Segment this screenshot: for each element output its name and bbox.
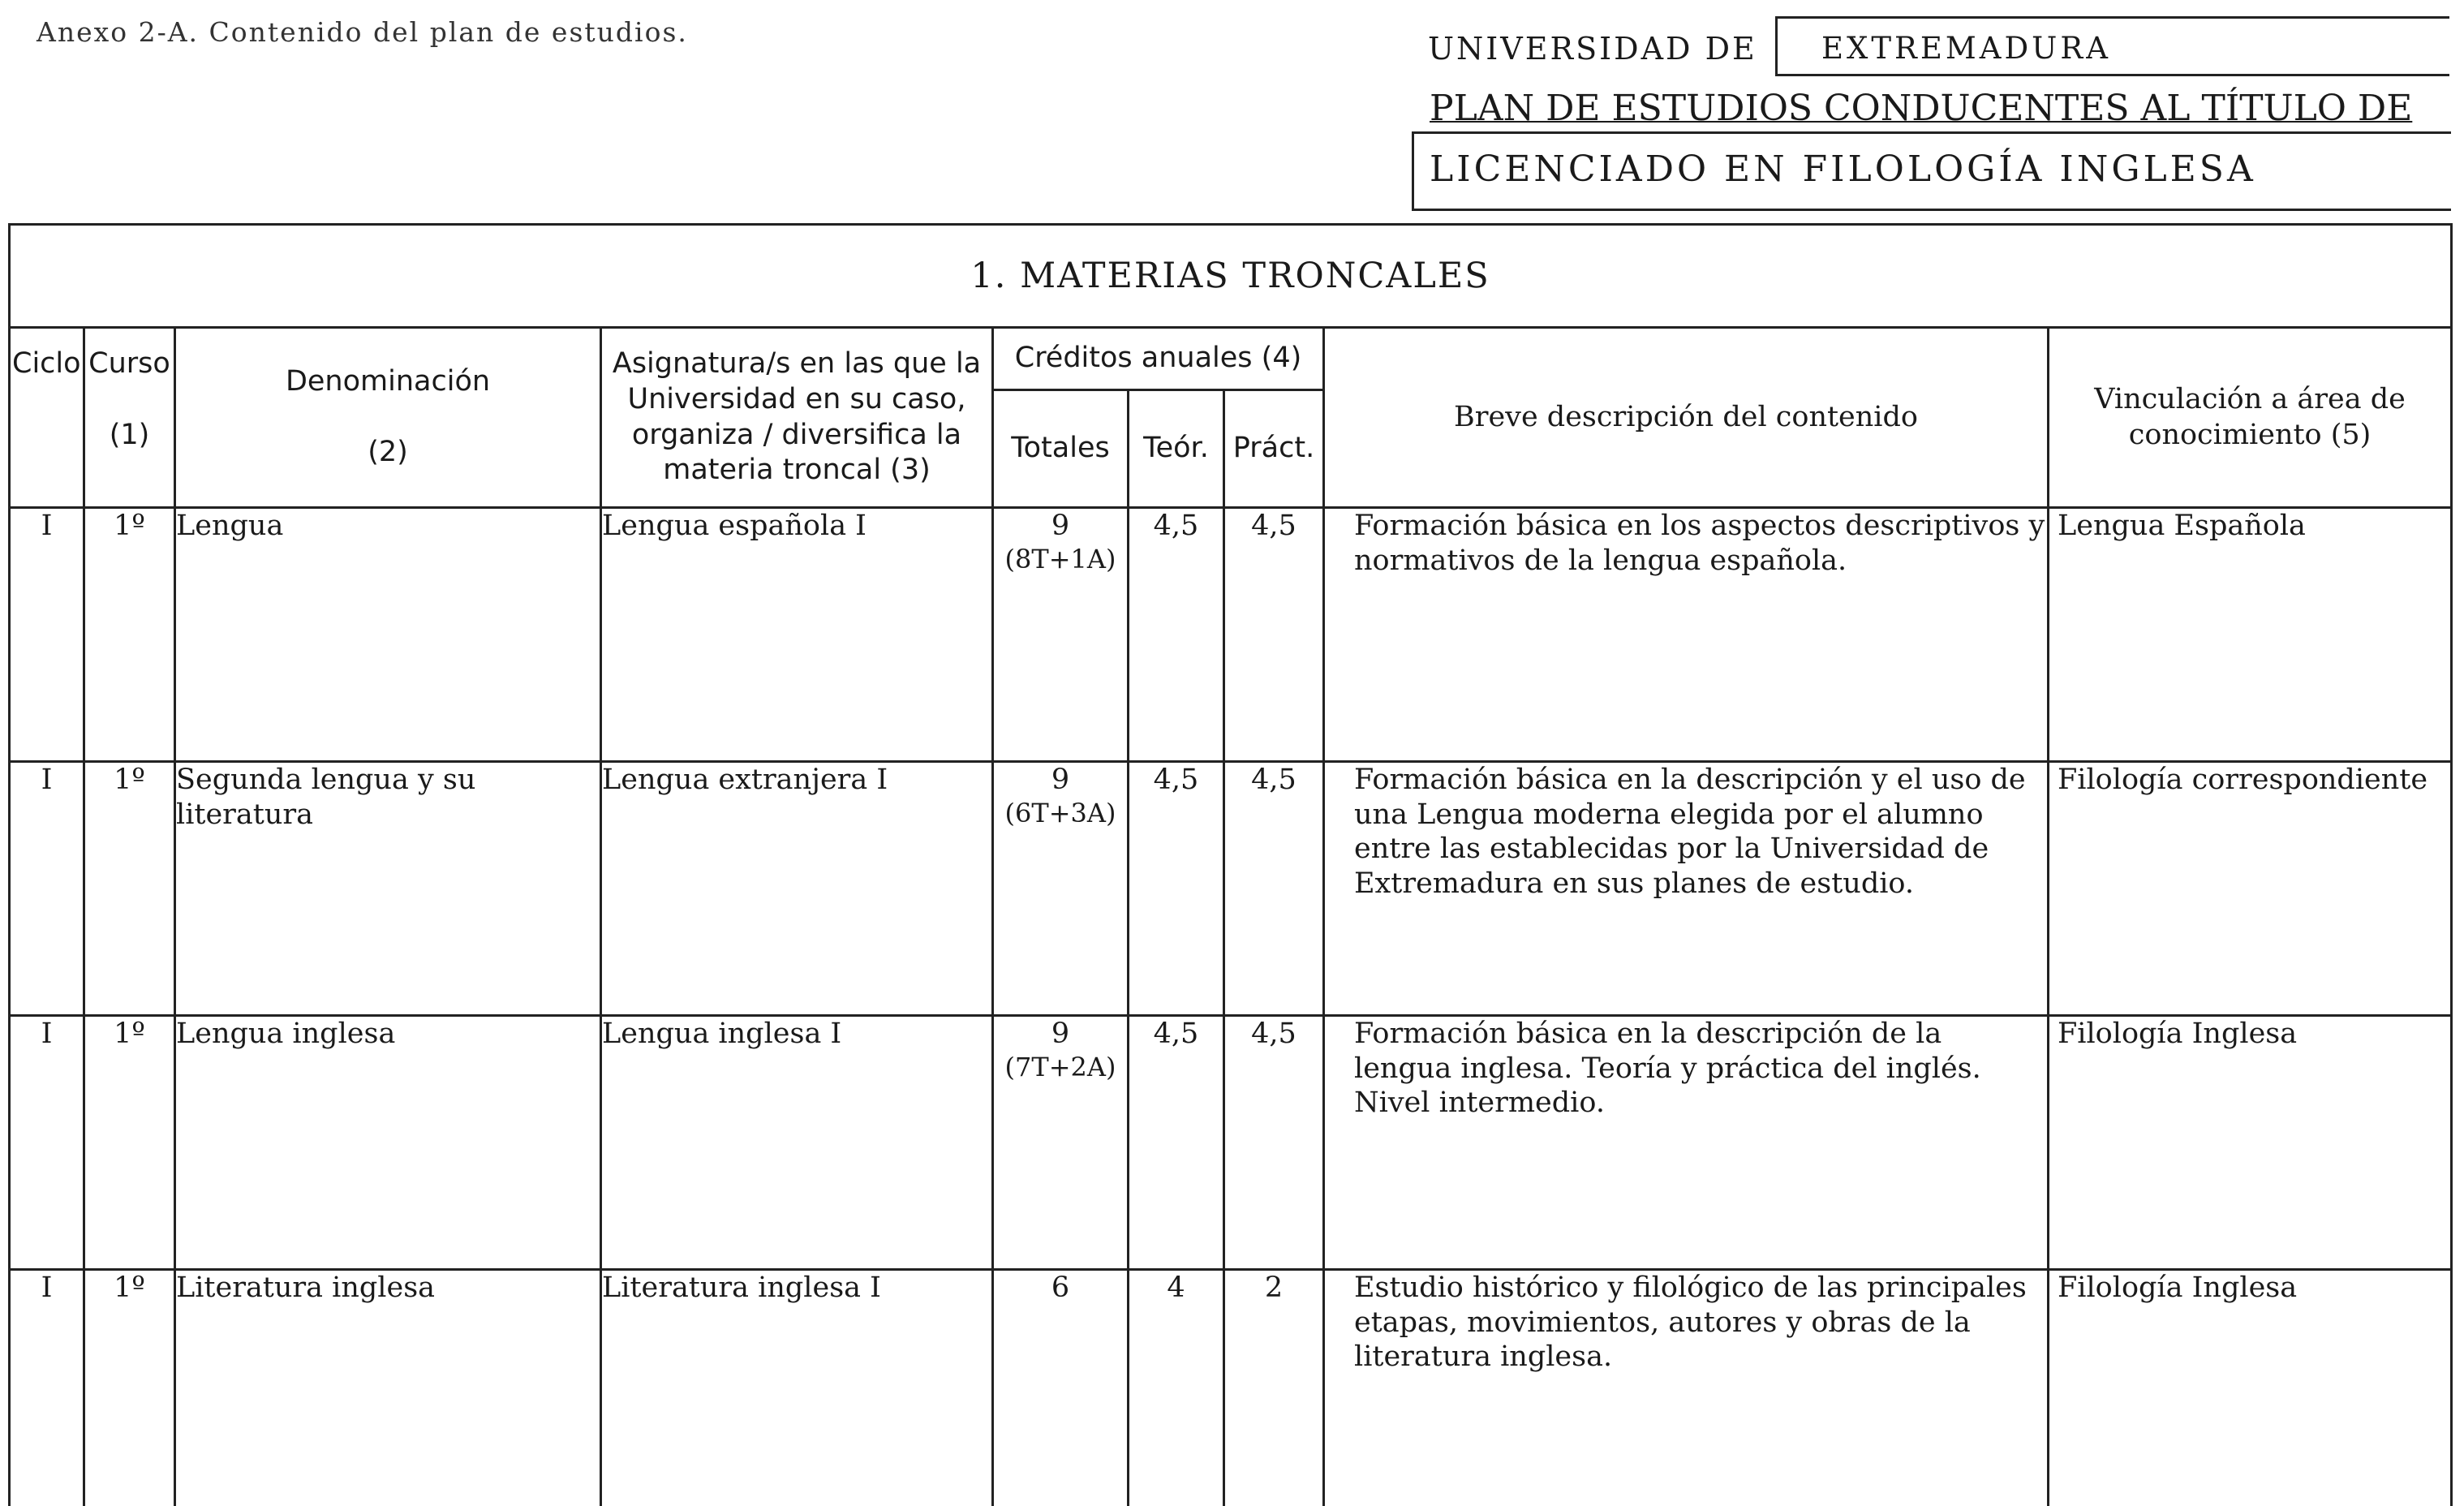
col-header-teor: Teór. xyxy=(1129,390,1224,508)
cell-descripcion: Formación básica en los aspectos descriptivos y normativos de la lengua española. xyxy=(1324,508,2049,762)
col-header-totales: Totales xyxy=(993,390,1129,508)
cell-curso: 1º xyxy=(84,508,175,762)
university-name: EXTREMADURA xyxy=(1821,31,2111,66)
cell-denominacion: Lengua inglesa xyxy=(175,1016,601,1270)
totales-value: 9 xyxy=(1051,510,1069,542)
cell-curso: 1º xyxy=(84,1270,175,1506)
col-denominacion-note: (2) xyxy=(368,436,408,468)
cell-vinculacion: Filología correspondiente xyxy=(2049,762,2452,1016)
cell-pract: 4,5 xyxy=(1224,508,1324,762)
col-header-curso xyxy=(84,328,175,508)
plan-title: PLAN DE ESTUDIOS CONDUCENTES AL TÍTULO DE xyxy=(1430,88,2412,129)
col-header-ciclo xyxy=(10,328,84,508)
totales-value: 6 xyxy=(1051,1271,1069,1304)
cell-asignatura: Lengua extranjera I xyxy=(601,762,993,1016)
cell-teor: 4,5 xyxy=(1129,1016,1224,1270)
col-header-vinculacion: Vinculación a área de conocimiento (5) xyxy=(2049,328,2452,508)
cell-curso: 1º xyxy=(84,762,175,1016)
col-header-pract: Práct. xyxy=(1224,390,1324,508)
university-label: UNIVERSIDAD DE xyxy=(1428,31,1757,67)
degree-title: LICENCIADO EN FILOLOGÍA INGLESA xyxy=(1430,148,2256,190)
cell-teor: 4,5 xyxy=(1129,508,1224,762)
cell-vinculacion: Filología Inglesa xyxy=(2049,1016,2452,1270)
cell-ciclo: I xyxy=(10,508,84,762)
cell-pract: 2 xyxy=(1224,1270,1324,1506)
cell-ciclo: I xyxy=(10,1270,84,1506)
cell-asignatura: Lengua inglesa I xyxy=(601,1016,993,1270)
cell-denominacion: Lengua xyxy=(175,508,601,762)
table-row xyxy=(10,1270,2452,1506)
cell-totales xyxy=(993,1270,1129,1506)
cell-totales xyxy=(993,762,1129,1016)
cell-vinculacion: Lengua Española xyxy=(2049,508,2452,762)
cell-asignatura: Literatura inglesa I xyxy=(601,1270,993,1506)
cell-curso: 1º xyxy=(84,1016,175,1270)
cell-descripcion: Formación básica en la descripción y el uso de una Lengua moderna elegida por el alumno entre las establecidas por la Universidad de Extremadura en sus planes de estudio. xyxy=(1324,762,2049,1016)
cell-totales xyxy=(993,1016,1129,1270)
cell-teor: 4,5 xyxy=(1129,762,1224,1016)
annex-label: Anexo 2-A. Contenido del plan de estudios. xyxy=(37,16,688,48)
col-curso-note: (1) xyxy=(110,419,150,451)
col-header-descripcion: Breve descripción del contenido xyxy=(1324,328,2049,508)
cell-pract: 4,5 xyxy=(1224,1016,1324,1270)
cell-denominacion: Literatura inglesa xyxy=(175,1270,601,1506)
cell-asignatura: Lengua española I xyxy=(601,508,993,762)
section-title: 1. MATERIAS TRONCALES xyxy=(10,225,2452,328)
table-row xyxy=(10,1016,2452,1270)
cell-totales xyxy=(993,508,1129,762)
col-ciclo-label: Ciclo xyxy=(12,347,81,380)
cell-teor: 4 xyxy=(1129,1270,1224,1506)
col-header-asignaturas: Asignatura/s en las que la Universidad en su caso, organiza / diversifica la materia troncal (3) xyxy=(601,328,993,508)
totales-value: 9 xyxy=(1051,1018,1069,1050)
cell-descripcion: Estudio histórico y filológico de las principales etapas, movimientos, autores y obras de la literatura inglesa. xyxy=(1324,1270,2049,1506)
table-row xyxy=(10,762,2452,1016)
cell-denominacion: Segunda lengua y su literatura xyxy=(175,762,601,1016)
subjects-table xyxy=(8,223,2453,1506)
cell-vinculacion: Filología Inglesa xyxy=(2049,1270,2452,1506)
col-curso-label: Curso xyxy=(88,347,170,380)
totales-value: 9 xyxy=(1051,764,1069,796)
totales-detail: (8T+1A) xyxy=(994,544,1127,575)
table-row xyxy=(10,508,2452,762)
totales-detail: (6T+3A) xyxy=(994,798,1127,829)
cell-ciclo: I xyxy=(10,1016,84,1270)
col-header-creditos: Créditos anuales (4) xyxy=(993,328,1324,390)
totales-detail: (7T+2A) xyxy=(994,1052,1127,1083)
col-header-denominacion xyxy=(175,328,601,508)
cell-ciclo: I xyxy=(10,762,84,1016)
cell-pract: 4,5 xyxy=(1224,762,1324,1016)
cell-descripcion: Formación básica en la descripción de la lengua inglesa. Teoría y práctica del inglés. Nivel intermedio. xyxy=(1324,1016,2049,1270)
col-denominacion-label: Denominación xyxy=(286,365,490,398)
